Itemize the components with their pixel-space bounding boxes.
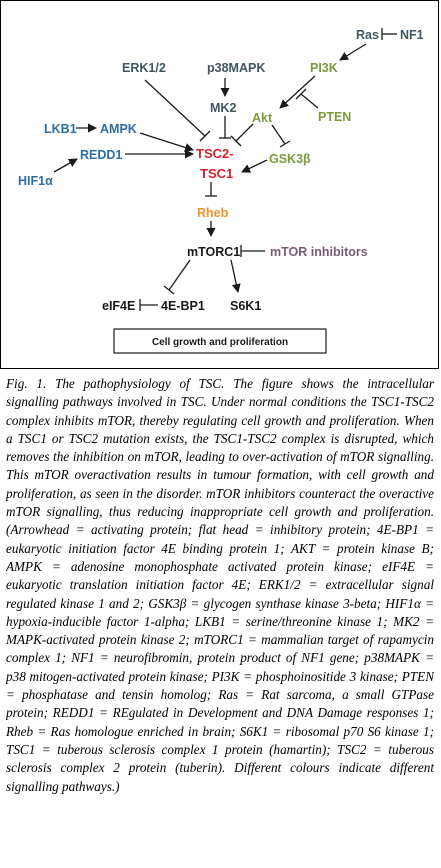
edge-mtorc1-inhibits-4ebp1 [169, 260, 190, 290]
node-lkb1: LKB1 [44, 122, 77, 136]
node-ampk: AMPK [100, 122, 137, 136]
edge-akt-inhibits-gsk-head [280, 141, 290, 147]
node-s6k1: S6K1 [230, 299, 262, 313]
caption-label: Fig. 1. [6, 376, 47, 391]
figure-caption [6, 375, 434, 865]
node-mtorc1: mTORC1 [187, 245, 241, 259]
node-redd1: REDD1 [80, 148, 123, 162]
node-gsk: GSK3β [269, 152, 311, 166]
node-nf1: NF1 [400, 28, 424, 42]
node-rheb: Rheb [197, 206, 229, 220]
node-erk: ERK1/2 [122, 61, 166, 75]
edge-pten-inhibits-akt [301, 94, 318, 108]
edge-erk-inhibits-tsc2 [145, 80, 205, 136]
node-eif4e: eIF4E [102, 299, 136, 313]
node-4ebp1: 4E-BP1 [161, 299, 205, 313]
node-hif: HIF1α [18, 174, 53, 188]
node-mtor-inhibitors: mTOR inhibitors [270, 245, 368, 259]
node-pten: PTEN [318, 110, 352, 124]
node-p38: p38MAPK [207, 61, 266, 75]
edge-mtorc1-activates-s6k1 [231, 260, 238, 292]
node-tsc1: TSC1 [200, 166, 234, 181]
cell-growth-label: Cell growth and proliferation [151, 337, 289, 348]
edge-hif-activates-redd1 [54, 159, 77, 172]
edge-ras-activates-pi3k [340, 44, 366, 60]
node-pi3k: PI3K [310, 61, 338, 75]
tsc-pathway-diagram [0, 0, 441, 369]
edge-gsk-activates-tsc1 [242, 160, 267, 172]
node-tsc2: TSC2- [196, 146, 234, 161]
node-mk2: MK2 [210, 101, 237, 115]
edge-akt-inhibits-tsc [236, 124, 253, 141]
caption-text: The pathophysiology of TSC. The figure shows the intracellular signalling pathways involved in TSC. Under normal conditions the TSC1-TSC2 complex inhibits mTOR, thereby regulating cell growth and proliferation. When a TSC1 or TSC2 mutation exists, the TSC1-TSC2 complex is disrupted, which removes the inhibition on mTOR, leading to over-activation of mTOR signalling. This mTOR overactivation results in tumour formation, with cell growth and proliferation, as seen in the disorder. mTOR inhibitors counteract the overactive mTOR signalling, thus reducing inappropriate cell growth and proliferation. (Arrowhead = activating protein; flat head = inhibitory protein; 4E-BP1 = eukaryotic initiation factor 4E binding protein 1; AKT = protein kinase B; AMPK = adenosine monophosphate activated protein kinase; eIF4E = eukaryotic translation initiation factor 4E; ERK1/2 = extracellular signal regulated kinase 1 and 2; GSK3β = glycogen synthase kinase 3-beta; HIF1α = hypoxia-inducible factor 1-alpha; LKB1 = serine/threonine kinase 1; MK2 = MAPK-activated protein kinase 2; mTORC1 = mammalian target of rapamycin complex 1; NF1 = neurofibromin, protein product of NF1 gene; p38MAPK = p38 mitogen-activated protein kinase; PI3K = phosphoinositide 3 kinase; PTEN = phosphatase and tensin homolog; Ras = Rat sarcoma, a small GTPase protein; REDD1 = REgulated in Development and DNA Damage responses 1; Rheb = Ras homologue enriched in brain; S6K1 = ribosomal p70 S6 kinase 1; TSC1 = tuberous sclerosis complex 1 protein (hamartin); TSC2 = tuberous sclerosis complex 2 protein (tuberin). Different colours indicate different signalling pathways.) [6, 376, 434, 794]
edge-akt-inhibits-gsk [272, 125, 285, 144]
node-ras: Ras [356, 28, 379, 42]
edge-pi3k-activates-akt [280, 76, 315, 108]
node-akt: Akt [252, 111, 273, 125]
edge-mtorc1-inhibits-4ebp1-head [164, 286, 174, 294]
edge-ampk-activates-tsc2 [140, 133, 193, 150]
